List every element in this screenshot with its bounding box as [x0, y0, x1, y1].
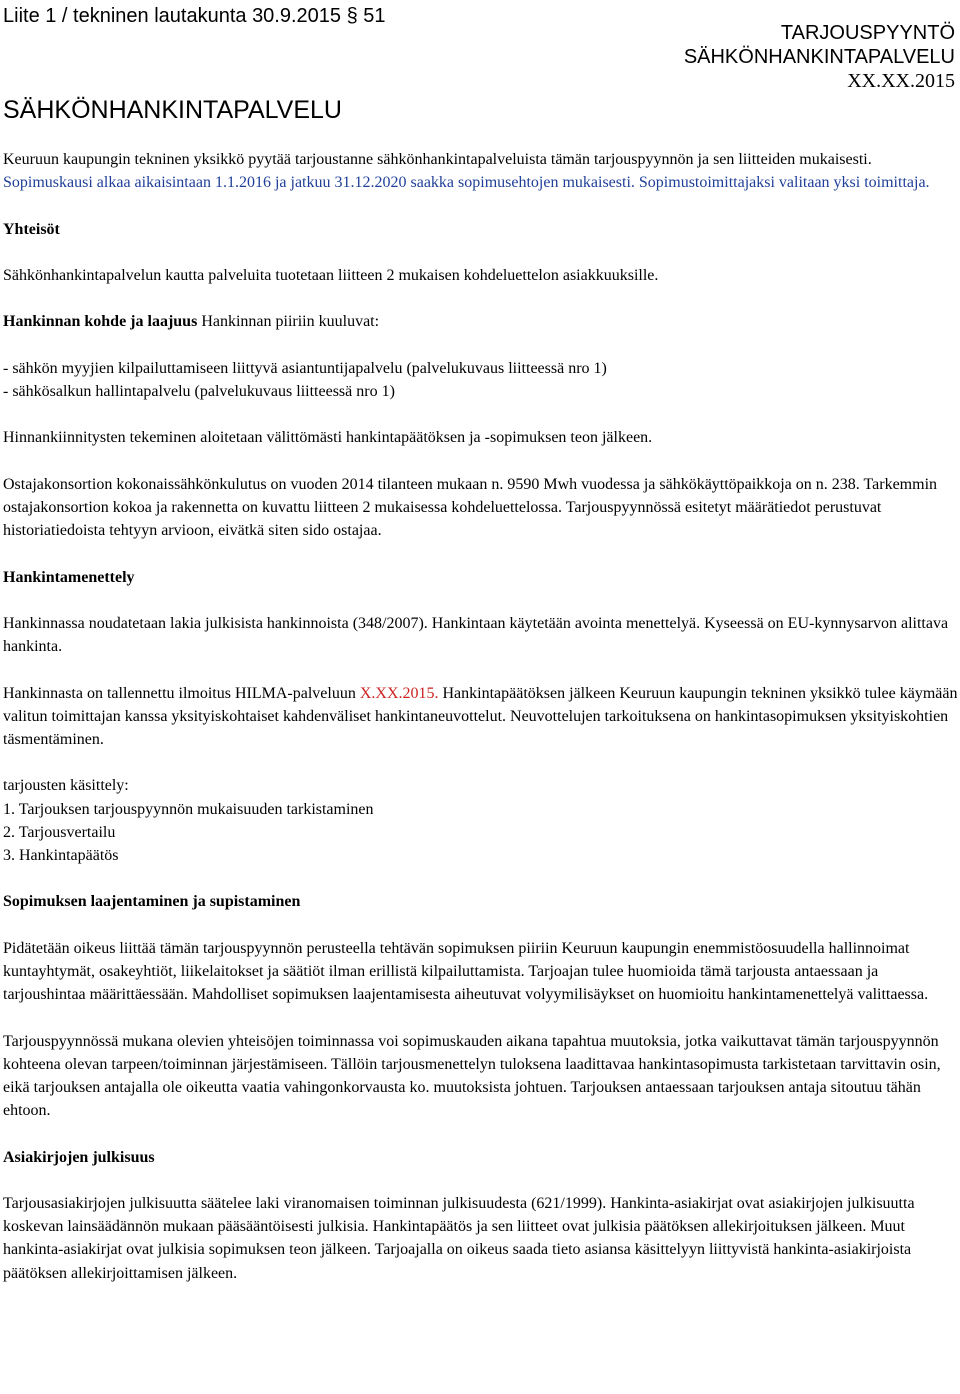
kasittely-step: 2. Tarjousvertailu [3, 823, 116, 841]
hinnankiinnitys-paragraph: Hinnankiinnitysten tekeminen aloitetaan välittömästi hankintapäätöksen ja -sopimuksen teon jälkeen. [3, 429, 653, 447]
document-body [3, 148, 958, 1285]
document-subject: SÄHKÖNHANKINTAPALVELU [683, 46, 955, 68]
page-header: Liite 1 / tekninen lautakunta 30.9.2015 § 51 [3, 5, 386, 27]
hankinnan-kohde-lead-text: Hankinnan piiriin kuuluvat: [197, 313, 380, 331]
scope-list-item: - sähkösalkun hallintapalvelu (palvelukuvaus liitteessä nro 1) [3, 382, 395, 400]
heading-hankintamenettely: Hankintamenettely [3, 568, 135, 586]
document-type: TARJOUSPYYNTÖ [780, 22, 955, 44]
intro-part1: Keuruun kaupungin tekninen yksikkö pyytää tarjoustanne sähkönhankintapalveluista tämän tarjouspyynnön ja sen liitteiden mukaisesti. [3, 151, 872, 168]
hilma-date: X.XX.2015. [359, 684, 439, 702]
hilma-text-b: Hankintapäätöksen jälkeen Keuruun kaupungin tekninen yksikkö tulee käymään valitun toimittajan kanssa yksityiskohtaiset kahdenväliset hankintaneuvottelut. Neuvottelujen tarkoituksena on hankintasopimuksen yksityiskohtien täsmentäminen. [3, 684, 958, 748]
heading-hankinnan-kohde: Hankinnan kohde ja laajuus [3, 313, 198, 331]
laajentaminen-paragraph-2: Tarjouspyynnössä mukana olevien yhteisöjen toiminnassa voi sopimuskauden aikana tapahtua muutoksia, jotka vaikuttavat tämän tarjouspyynnön kohteena olevan tarpeen/toiminnan järjestämiseen. Tällöin tarjousmenettelyn tuloksena laadittavaa hankintasopimusta tarkistetaan tarvittavin osin, eikä tarjouksen antajalla ole oikeutta vaatia vahingonkorvausta ko. muutoksista johtuen. Tarjouksen antaessaan tarjouksen antaja sitoutuu tähän ehtoon. [3, 1032, 941, 1120]
laajentaminen-paragraph-1: Pidätetään oikeus liittää tämän tarjouspyynnön perusteella tehtävän sopimuksen piiriin Keuruun kaupungin enemmistöosuudella hallinnoimat kuntayhtymät, osakeyhtiöt, liikelaitokset ja säätiöt ilman erillistä kilpailuttamista. Tarjoajan tulee huomioida tämä tarjousta antaessaan ja tarjoushintaa määrittäessään. Mahdolliset sopimuksen laajentamisesta aiheutuvat volyymilisäykset on huomioitu hankintamenettelyä valittaessa. [3, 939, 929, 1004]
kasittely-label: tarjousten käsittely: [3, 777, 129, 795]
hilma-text-a: Hankinnasta on tallennettu ilmoitus HILMA-palveluun [3, 684, 360, 702]
julkisuus-paragraph: Tarjousasiakirjojen julkisuutta säätelee laki viranomaisen toiminnan julkisuudesta (621/1999). Hankinta-asiakirjat ovat asiakirjojen julkisuutta koskevan lainsäädännön mukaan pääsääntöisesti julkisia. Hankintapäätös ja sen liitteet ovat julkisia päätöksen allekirjoituksen jälkeen. Muut hankinta-asiakirjat ovat julkisia sopimuksen teon jälkeen. Tarjoajalla on oikeus saada tieto asiansa käsittelyyn liittyvistä hankinta-asiakirjoista päätöksen allekirjoittamisen jälkeen. [3, 1194, 915, 1282]
kasittely-step: 3. Hankintapäätös [3, 846, 119, 864]
heading-julkisuus: Asiakirjojen julkisuus [3, 1148, 155, 1166]
kasittely-step: 1. Tarjouksen tarjouspyynnön mukaisuuden tarkistaminen [3, 800, 374, 818]
document-title: SÄHKÖNHANKINTAPALVELU [3, 96, 342, 124]
kulutus-paragraph: Ostajakonsortion kokonaissähkönkulutus on vuoden 2014 tilanteen mukaan n. 9590 Mwh vuodessa ja sähkökäyttöpaikkoja on n. 238. Tarkemmin ostajakonsortion kokoa ja rakennetta on kuvattu liitteen 2 mukaisessa kohdeluettelossa. Tarjouspyynnössä esitetyt määrätiedot perustuvat historiatiedoista tehtyyn arvioon, eivätkä siten sido ostajaa. [3, 475, 938, 540]
heading-yhteisot: Yhteisöt [3, 220, 60, 238]
hankinnan-kohde-lead [3, 310, 958, 333]
document-date: XX.XX.2015 [847, 70, 955, 92]
hilma-paragraph [3, 682, 958, 752]
menettely-paragraph: Hankinnassa noudatetaan lakia julkisista hankinnoista (348/2007). Hankintaan käytetään avointa menettelyä. Kyseessä on EU-kynnysarvon alittava hankinta. [3, 614, 949, 656]
intro-part2: Sopimuskausi alkaa aikaisintaan 1.1.2016 ja jatkuu 31.12.2020 saakka sopimusehtojen mukaisesti. Sopimustoimittajaksi valitaan yksi toimittaja. [3, 174, 930, 192]
yhteisot-text: Sähkönhankintapalvelun kautta palveluita tuotetaan liitteen 2 mukaisen kohdeluettelon asiakkuuksille. [3, 266, 659, 284]
scope-list-item: - sähkön myyjien kilpailuttamiseen liittyvä asiantuntijapalvelu (palvelukuvaus liitteessä nro 1) [3, 359, 607, 377]
intro-paragraph [3, 148, 958, 194]
heading-laajentaminen: Sopimuksen laajentaminen ja supistaminen [3, 893, 301, 911]
document-type-header [535, 21, 955, 93]
